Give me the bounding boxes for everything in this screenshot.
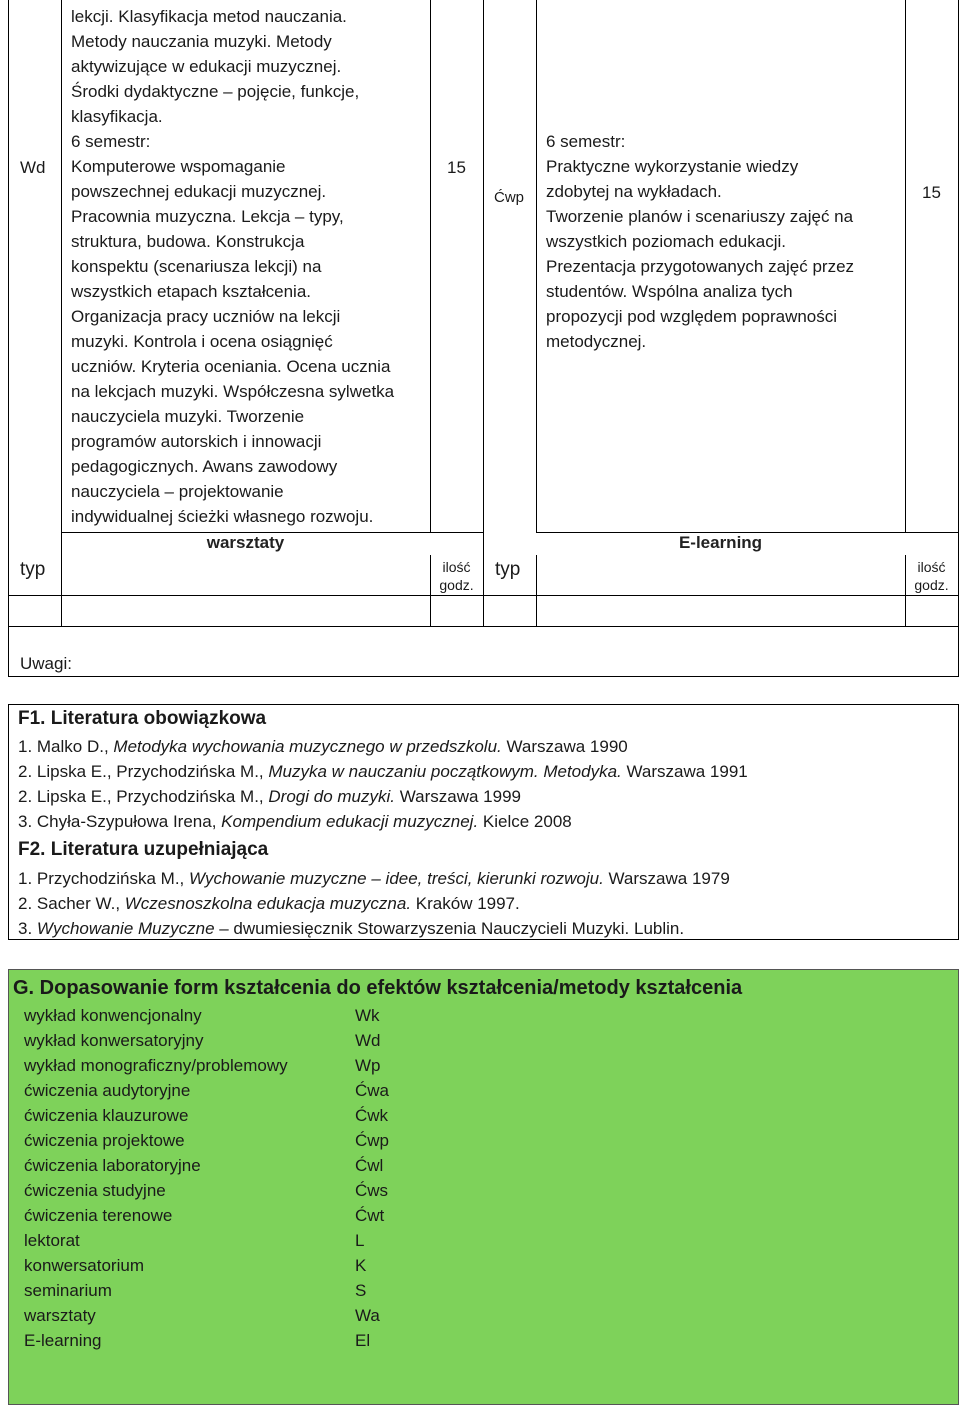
method-abbr: Wp	[355, 1056, 381, 1075]
method-name: wykład konwersatoryjny	[24, 1031, 204, 1050]
left-content-line: na lekcjach muzyki. Współczesna sylwetka	[71, 382, 395, 401]
section-title-elearning: E-learning	[678, 533, 763, 552]
f1-item: 2. Lipska E., Przychodzińska M., Drogi do muzyki. Warszawa 1999	[18, 787, 521, 806]
method-name: ćwiczenia projektowe	[24, 1131, 185, 1150]
method-abbr: Ćwl	[355, 1156, 384, 1175]
f1-title: F1. Literatura obowiązkowa	[18, 708, 267, 729]
left-content-line: Pracownia muzyczna. Lekcja – typy,	[71, 207, 344, 226]
method-abbr: L	[355, 1231, 365, 1250]
left-content-line: struktura, budowa. Konstrukcja	[71, 232, 305, 251]
method-abbr: Ćwt	[355, 1206, 385, 1225]
left-content-line: Metody nauczania muzyki. Metody	[71, 32, 332, 51]
method-name: ćwiczenia terenowe	[24, 1206, 173, 1225]
left-content-line: konspektu (scenariusza lekcji) na	[71, 257, 322, 276]
f2-title: F2. Literatura uzupełniająca	[18, 839, 269, 860]
method-abbr: Ćwp	[355, 1131, 390, 1150]
method-abbr: Ćws	[355, 1181, 389, 1200]
left-content	[71, 4, 431, 529]
method-name: lektorat	[24, 1231, 80, 1250]
method-abbr: K	[355, 1256, 367, 1275]
left-content-line: Organizacja pracy uczniów na lekcji	[71, 307, 341, 326]
right-content-line: Prezentacja przygotowanych zajęć przez	[546, 257, 855, 276]
left-content-line: indywidualnej ścieżki własnego rozwoju.	[71, 507, 374, 526]
method-abbr: Wd	[355, 1031, 381, 1050]
left-content-line: 6 semestr:	[71, 132, 151, 151]
left-content-line: muzyki. Kontrola i ocena osiągnięć	[71, 332, 333, 351]
right-content-line: zdobytej na wykładach.	[546, 182, 722, 201]
f2-item: 1. Przychodzińska M., Wychowanie muzyczne – idee, treści, kierunki rozwoju. Warszawa 1979	[18, 869, 730, 888]
method-name: ćwiczenia klauzurowe	[24, 1106, 189, 1125]
left-content-line: programów autorskich i innowacji	[71, 432, 322, 451]
left-content-line: lekcji. Klasyfikacja metod nauczania.	[71, 7, 347, 26]
right-hours: 15	[922, 183, 941, 202]
method-abbr: S	[355, 1281, 367, 1300]
method-name: wykład konwencjonalny	[24, 1006, 202, 1025]
f2-item: 2. Sacher W., Wczesnoszkolna edukacja muzyczna. Kraków 1997.	[18, 894, 520, 913]
method-name: warsztaty	[24, 1306, 96, 1325]
left-content-line: uczniów. Kryteria oceniania. Ocena ucznia	[71, 357, 391, 376]
method-name: ćwiczenia audytoryjne	[24, 1081, 191, 1100]
right-content-line: Tworzenie planów i scenariuszy zajęć na	[546, 207, 854, 226]
bibliography-section	[8, 704, 959, 940]
right-content-line: studentów. Wspólna analiza tych	[546, 282, 793, 301]
f2-item: 3. Wychowanie Muzyczne – dwumiesięcznik Stowarzyszenia Nauczycieli Muzyki. Lublin.	[18, 919, 685, 938]
method-name: ćwiczenia studyjne	[24, 1181, 166, 1200]
method-name: seminarium	[24, 1281, 112, 1300]
right-content-line: metodycznej.	[546, 332, 647, 351]
remarks-label: Uwagi:	[20, 654, 72, 673]
left-content-line: aktywizujące w edukacji muzycznej.	[71, 57, 342, 76]
left-content-line: Komputerowe wspomaganie	[71, 157, 286, 176]
hours-label-left: ilość godz.	[439, 559, 474, 593]
f1-item: 3. Chyła-Szypułowa Irena, Kompendium edukacji muzycznej. Kielce 2008	[18, 812, 572, 831]
right-content-line: wszystkich poziomach edukacji.	[546, 232, 786, 251]
methods-title: G. Dopasowanie form kształcenia do efektów kształcenia/metody kształcenia	[13, 977, 743, 999]
method-name: ćwiczenia laboratoryjne	[24, 1156, 201, 1175]
methods-section	[8, 969, 959, 1405]
hours-label-right: ilość godz.	[914, 559, 949, 593]
f1-item: 2. Lipska E., Przychodzińska M., Muzyka w nauczaniu początkowym. Metodyka. Warszawa 1991	[18, 762, 748, 781]
right-content-line: propozycji pod względem poprawności	[546, 307, 838, 326]
left-content-line: nauczyciela muzyki. Tworzenie	[71, 407, 305, 426]
right-content-line: Praktyczne wykorzystanie wiedzy	[546, 157, 799, 176]
left-hours: 15	[447, 158, 466, 177]
left-content-line: powszechnej edukacji muzycznej.	[71, 182, 327, 201]
left-content-line: Środki dydaktyczne – pojęcie, funkcje,	[71, 82, 360, 101]
f1-item: 1. Malko D., Metodyka wychowania muzycznego w przedszkolu. Warszawa 1990	[18, 737, 628, 756]
left-content-line: nauczyciela – projektowanie	[71, 482, 284, 501]
method-name: E-learning	[24, 1331, 102, 1350]
method-abbr: Wa	[355, 1306, 380, 1325]
method-abbr: Ćwa	[355, 1081, 390, 1100]
method-abbr: El	[355, 1331, 371, 1350]
left-content-line: wszystkich etapach kształcenia.	[71, 282, 311, 301]
method-abbr: Ćwk	[355, 1106, 389, 1125]
type-label-right: typ	[495, 559, 521, 580]
method-abbr: Wk	[355, 1006, 380, 1025]
right-content	[546, 129, 906, 354]
method-name: wykład monograficzny/problemowy	[24, 1056, 288, 1075]
section-title-warsztaty: warsztaty	[206, 533, 285, 552]
left-content-line: pedagogicznych. Awans zawodowy	[71, 457, 338, 476]
right-content-line: 6 semestr:	[546, 132, 626, 151]
type-label-left: typ	[20, 559, 46, 580]
right-type-label: Ćwp	[494, 189, 525, 206]
left-type-label: Wd	[20, 158, 46, 177]
left-content-line: klasyfikacja.	[71, 107, 163, 126]
method-name: konwersatorium	[24, 1256, 144, 1275]
